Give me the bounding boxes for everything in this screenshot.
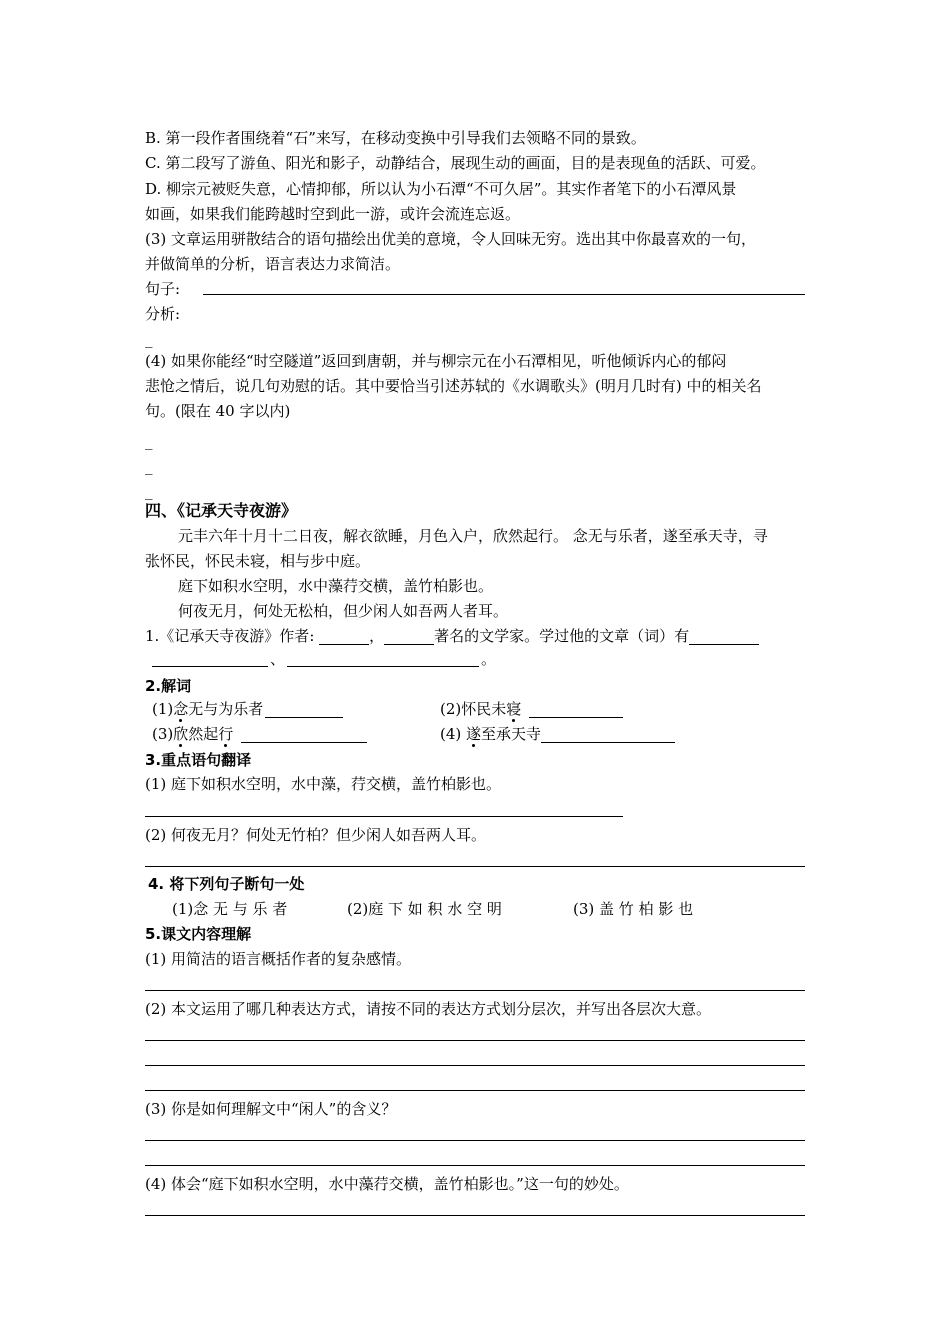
q1-prefix: 1.《记承天寺夜游》作者: xyxy=(145,627,315,645)
word-3-key-1: 欣 xyxy=(173,725,189,743)
question-3-line2: 并做简单的分析，语言表达力求简洁。 xyxy=(145,255,401,273)
comprehension-3-answer-line-2[interactable] xyxy=(145,1165,805,1166)
sentence-label: 句子: xyxy=(145,280,181,298)
word-3-blank[interactable] xyxy=(241,726,367,743)
comprehension-1-answer-line[interactable] xyxy=(145,990,805,991)
question-4-line3: 句。(限在 40 字以内) xyxy=(145,402,291,420)
word-4-rest: 至承天寺 xyxy=(481,725,542,743)
translate-1: (1) 庭下如积水空明，水中藻，荇交横，盖竹柏影也。 xyxy=(145,775,502,793)
analysis-label: 分析: xyxy=(145,305,181,323)
word-3-number: (3) xyxy=(152,725,174,743)
word-2-prefix: (2)怀民未 xyxy=(440,700,507,718)
analysis-answer-line[interactable]: _ xyxy=(145,330,153,348)
q1-middle: 著名的文学家。学过他的文章（词）有 xyxy=(434,627,690,645)
comprehension-4-answer-line[interactable] xyxy=(145,1215,805,1216)
word-2-key: 寝 xyxy=(506,700,522,718)
question-4-line1: (4) 如果你能经“时空隧道”返回到唐朝，并与柳宗元在小石潭相见，听他倾诉内心的郁闷 xyxy=(145,352,727,370)
word-2 xyxy=(440,700,623,718)
translate-2: (2) 何夜无月？何处无竹柏？但少闲人如吾两人耳。 xyxy=(145,826,487,844)
works-blank-3[interactable] xyxy=(287,666,479,667)
section-3-title: 3.重点语句翻译 xyxy=(145,751,252,769)
section-title: 四、《记承天寺夜游》 xyxy=(145,501,298,520)
text-paragraph-1-line1: 元丰六年十月十二日夜，解衣欲睡，月色入户，欣然起行。 念无与乐者，遂至承天寺，寻 xyxy=(178,527,768,545)
q1-period: 。 xyxy=(481,650,497,668)
works-blank-2[interactable] xyxy=(152,666,268,667)
option-b: B. 第一段作者围绕着“石”来写，在移动变换中引导我们去领略不同的景致。 xyxy=(145,129,646,147)
word-1 xyxy=(152,700,343,718)
word-4-key: 遂 xyxy=(466,725,482,743)
comprehension-4: (4) 体会“庭下如积水空明，水中藻荇交横，盖竹柏影也。”这一句的妙处。 xyxy=(145,1175,629,1193)
answer-line-2[interactable]: _ xyxy=(145,457,153,475)
option-c: C. 第二段写了游鱼、阳光和影子，动静结合，展现生动的画面，目的是表现鱼的活跃、可爱。 xyxy=(145,154,766,172)
text-paragraph-1-line2: 张怀民，怀民未寝，相与步中庭。 xyxy=(145,552,371,570)
dynasty-blank[interactable] xyxy=(384,628,434,645)
break-2: (2)庭 下 如 积 水 空 明 xyxy=(347,900,502,918)
word-1-number: (1) xyxy=(152,700,174,718)
option-d-line1: D. 柳宗元被贬失意，心情抑郁，所以认为小石潭“不可久居”。其实作者笔下的小石潭风景 xyxy=(145,180,737,198)
word-4-blank[interactable] xyxy=(541,726,675,743)
word-4-number: (4) xyxy=(440,725,467,743)
answer-line-1[interactable]: _ xyxy=(145,432,153,450)
word-3 xyxy=(152,725,367,743)
text-paragraph-2: 庭下如积水空明，水中藻荇交横，盖竹柏影也。 xyxy=(178,577,494,595)
question-4-line2: 悲怆之情后，说几句劝慰的话。其中要恰当引述苏轼的《水调歌头》(明月几时有) 中的相关名 xyxy=(145,377,762,395)
comprehension-2-answer-line-2[interactable] xyxy=(145,1065,805,1066)
word-1-rest: 无与为乐者 xyxy=(188,700,264,718)
comprehension-3-answer-line-1[interactable] xyxy=(145,1140,805,1141)
word-4 xyxy=(440,725,675,743)
comprehension-2-answer-line-3[interactable] xyxy=(145,1090,805,1091)
word-3-middle: 然起 xyxy=(188,725,219,743)
word-1-key: 念 xyxy=(173,700,189,718)
translate-2-answer-line[interactable] xyxy=(145,866,805,867)
author-blank[interactable] xyxy=(319,628,369,645)
section-4-title: 4. 将下列句子断句一处 xyxy=(148,875,305,893)
q1-comma: ， xyxy=(369,627,385,645)
break-3: (3) 盖 竹 柏 影 也 xyxy=(573,900,694,918)
word-3-key-2: 行 xyxy=(218,725,234,743)
section-2-title: 2.解词 xyxy=(145,677,192,695)
word-1-blank[interactable] xyxy=(265,701,343,718)
word-2-blank[interactable] xyxy=(529,701,623,718)
works-blank-1[interactable] xyxy=(689,628,759,645)
text-paragraph-3: 何夜无月，何处无松柏，但少闲人如吾两人者耳。 xyxy=(178,602,509,620)
translate-1-answer-line[interactable] xyxy=(145,816,623,817)
answer-line-3[interactable]: _ xyxy=(145,482,153,500)
section-5-title: 5.课文内容理解 xyxy=(145,925,252,943)
sentence-answer-line[interactable] xyxy=(203,294,805,295)
question-3-line1: (3) 文章运用骈散结合的语句描绘出优美的意境，令人回味无穷。选出其中你最喜欢的一句， xyxy=(145,230,757,248)
comprehension-2-answer-line-1[interactable] xyxy=(145,1040,805,1041)
option-d-line2: 如画，如果我们能跨越时空到此一游，或许会流连忘返。 xyxy=(145,205,521,223)
break-1: (1)念 无 与 乐 者 xyxy=(172,900,288,918)
q1-separator: 、 xyxy=(270,650,286,668)
q1-line1 xyxy=(145,627,759,645)
comprehension-1: (1) 用简洁的语言概括作者的复杂感情。 xyxy=(145,950,412,968)
comprehension-2: (2) 本文运用了哪几种表达方式，请按不同的表达方式划分层次，并写出各层次大意。 xyxy=(145,1000,712,1018)
comprehension-3: (3) 你是如何理解文中“闲人”的含义？ xyxy=(145,1100,397,1118)
